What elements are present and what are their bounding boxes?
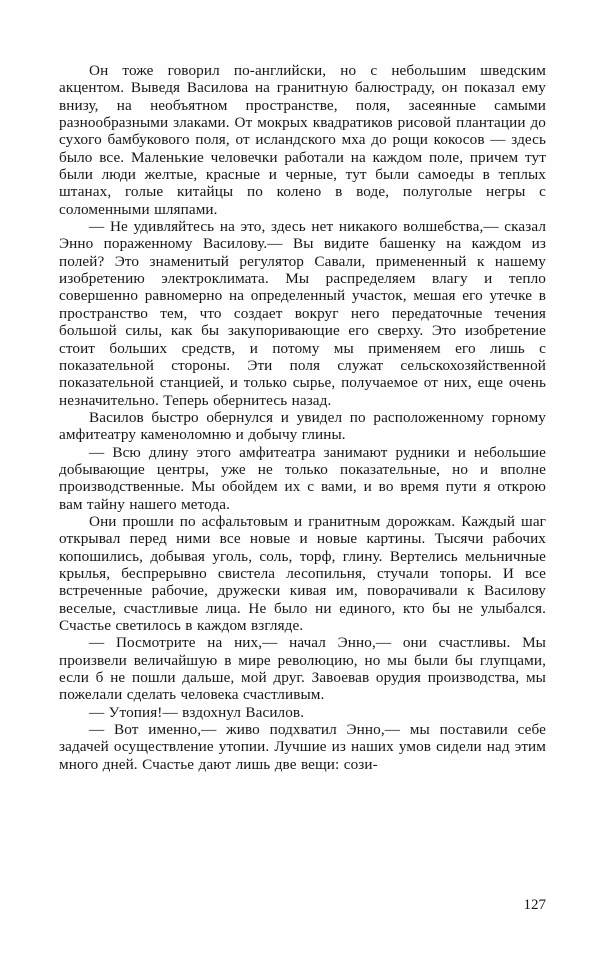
paragraph: Они прошли по асфальтовым и гранитным дорожкам. Каждый шаг открывал перед ними все новые и новые картины. Тысячи рабочих копошились, добывая уголь, соль, торф, глину. Вертелись мельничные крылья, беспрерывно свистела лесопильня, стучали топоры. И все встреченные рабочие, дружески кивая им, поворачивали к Василову веселые, счастливые лица. Не было ни единого, кто бы не улыбался. Счастье светилось в каждом взгляде. [59,512,546,634]
paragraph: Он тоже говорил по-английски, но с небольшим шведским акцентом. Выведя Василова на гранитную балюстраду, он показал ему внизу, на необъятном пространстве, поля, засеянные самыми разнообразными злаками. От мокрых квадратиков рисовой плантации до сухого бамбукового поля, от исландского мха до рощи кокосов — здесь было все. Маленькие человечки работали на каждом поле, причем тут были люди желтые, красные и черные, тут были самоеды в теплых штанах, голые китайцы по колено в воде, полуголые негры с соломенными шляпами. [59,62,546,218]
paragraph: — Не удивляйтесь на это, здесь нет никакого волшебства,— сказал Энно пораженному Василову.— Вы видите башенку на каждом из полей? Это знаменитый регулятор Савали, примененный к нашему изобретению электроклимата. Мы распределяем влагу и тепло совершенно равномерно на определенный участок, мешая его утечке в пространство тем, что создает вокруг него передаточные течения большой силы, как бы закупоривающие его сверху. Это изобретение стоит больших средств, и потому мы применяем его лишь с показательной стороны. Эти поля служат сельскохозяйственной показательной станцией, и только сырье, получаемое от них, еще очень незначительно. Теперь обернитесь назад. [59,218,546,409]
paragraph: — Утопия!— вздохнул Василов. [89,703,305,721]
paragraph: — Вот именно,— живо подхватил Энно,— мы поставили себе задачей осуществление утопии. Лучшие из наших умов сидели над этим много дней. Счастье дают лишь две вещи: сози- [59,721,546,773]
page-number: 127 [523,897,546,913]
paragraph: Василов быстро обернулся и увидел по расположенному горному амфитеатру каменоломню и добычу глины. [59,408,546,444]
paragraph: — Посмотрите на них,— начал Энно,— они счастливы. Мы произвели величайшую в мире революцию, но мы были бы глупцами, если б не пошли дальше, мой друг. Завоевав орудия производства, мы пожелали сделать человека счастливым. [59,634,546,704]
paragraph: — Всю длину этого амфитеатра занимают рудники и небольшие добывающие центры, уже не только показательные, но и вполне производственные. Мы обойдем их с вами, и во время пути я открою вам тайну нашего метода. [59,443,546,513]
text-block [59,62,546,773]
